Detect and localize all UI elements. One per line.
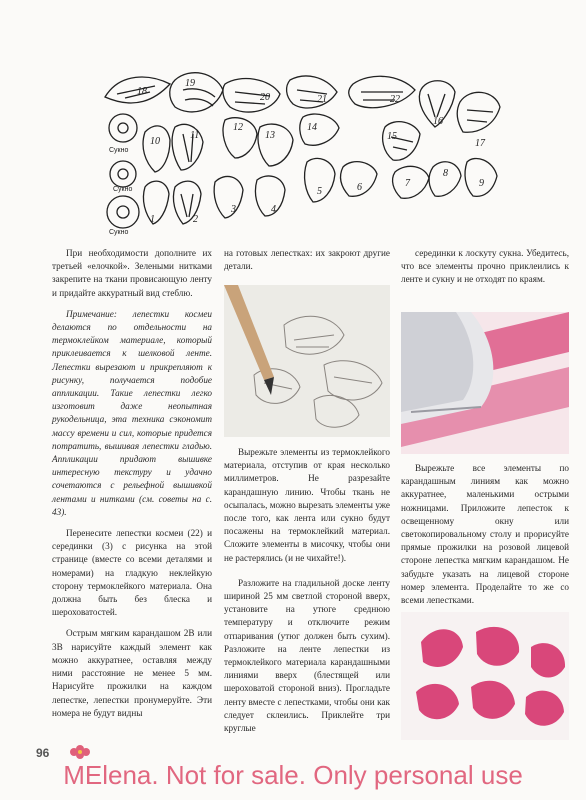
pattern-number: 1 xyxy=(150,214,155,225)
paragraph: Вырежьте все элементы по карандашным линиям как можно аккуратнее, маленькими острыми ножницами. Приложите лепесток к освещенному окну или светокопировальному столу и прорисуйте прямые прожилки на розовой лицевой стороне лепестка мягким карандашом. Не забудьте указать на лицевой стороне номер элемента. Проделайте то же со всеми лепестками. xyxy=(401,463,569,606)
paragraph: При необходимости дополните их третьей «елочкой». Зелеными нитками закрепите на ткани провисающую ленту и придайте аккуратный вид стеблю. xyxy=(52,248,212,298)
pattern-number: 6 xyxy=(357,182,362,193)
sukno-label: Сукно xyxy=(113,186,133,193)
pattern-number: 4 xyxy=(271,204,276,215)
paragraph: Перенесите лепестки космеи (22) и серединки (3) с рисунка на этой странице (вместе со всеми деталями и номерами) на гладкую неклейкую сторону термоклейкого материала. Она должна быть без блеска и шероховатостей. xyxy=(52,528,212,618)
paragraph: серединки к лоскуту сукна. Убедитесь, что все элементы прочно приклеились к ленте и сукну и не отходят по краям. xyxy=(401,248,569,285)
cut-petals-photo xyxy=(401,612,569,740)
paragraph: Разложите на гладильной доске ленту шириной 25 мм светлой стороной вверх, установите на утюге среднюю температуру и отключите режим отпаривания (утюг должен быть сухим). Разложите на ленте лепестки из термоклейкого материала карандашными линиями вверх (блестящей или шероховатой стороной вниз). Прогладьте ленту вместе с лепестками, чтобы они как следует склеились. Приклейте три круглые xyxy=(224,577,390,734)
pattern-number: 22 xyxy=(390,94,400,105)
pattern-number: 21 xyxy=(317,94,327,105)
watermark: MElena. Not for sale. Only personal use xyxy=(63,760,523,790)
pattern-number: 19 xyxy=(185,78,195,89)
text-column-1 xyxy=(52,247,212,728)
pattern-number: 8 xyxy=(443,168,448,179)
pattern-number: 5 xyxy=(317,186,322,197)
text-column-3-lower xyxy=(401,462,569,615)
paragraph: на готовых лепестках: их закроют другие детали. xyxy=(224,248,390,272)
text-column-2 xyxy=(224,247,390,281)
ironing-photo xyxy=(401,312,569,454)
text-column-2-lower xyxy=(224,446,390,743)
pattern-number: 9 xyxy=(479,178,484,189)
pattern-number: 10 xyxy=(150,136,160,147)
petal-pattern-diagram xyxy=(95,62,515,237)
pattern-number: 11 xyxy=(190,130,200,141)
pattern-number: 14 xyxy=(307,122,317,133)
sukno-label: Сукно xyxy=(109,229,129,236)
photo-caption: Вырежьте элементы из термоклейкого материала, отступив от края несколько миллиметров. Не разрезайте карандашную линию. Чтобы ткань не осыпалась, можно вырезать элементы уже после того, как лента или сукно будут посажены на термоклейкий материал. Сложите элементы в мисочку, чтобы они не растерялись (и не чихайте!). xyxy=(224,447,390,563)
pattern-number: 12 xyxy=(233,122,243,133)
pattern-number: 17 xyxy=(475,138,485,149)
sukno-label: Сукно xyxy=(109,147,129,154)
page-number: 96 xyxy=(36,746,50,760)
pattern-number: 16 xyxy=(433,116,443,127)
pattern-number: 18 xyxy=(137,86,147,97)
pattern-number: 20 xyxy=(260,92,270,103)
note-paragraph: Примечание: лепестки космеи делаются по отдельности на термоклейком материале, который приклеивается к шелковой ленте. Лепестки вырезают и прикрепляют к рисунку, получается подобие аппликации. Такие лепестки легко изготовит даже неопытная рукодельница, эта техника сэкономит массу времени и сил, которые придется потратить, вышивая лепестки гладью. Аппликации придают вышивке интересную текстуру и удачно сочетаются с рельефной вышивкой лентами и нитками (см. советы на с. 43). xyxy=(52,308,212,517)
pattern-number: 15 xyxy=(387,131,397,142)
paragraph: Острым мягким карандашом 2В или 3В нарисуйте каждый элемент как можно аккуратнее, оставляя между ними расстояние не менее 5 мм. Нарисуйте прожилки на каждом лепестке, лепестки пронумеруйте. Эти номера не будут видны xyxy=(52,628,212,718)
tracing-photo xyxy=(224,285,390,437)
pattern-number: 2 xyxy=(193,214,198,225)
text-column-3 xyxy=(401,247,569,295)
flower-icon xyxy=(66,744,96,760)
pattern-number: 13 xyxy=(265,130,275,141)
pattern-number: 7 xyxy=(405,178,410,189)
pattern-number: 3 xyxy=(231,204,236,215)
